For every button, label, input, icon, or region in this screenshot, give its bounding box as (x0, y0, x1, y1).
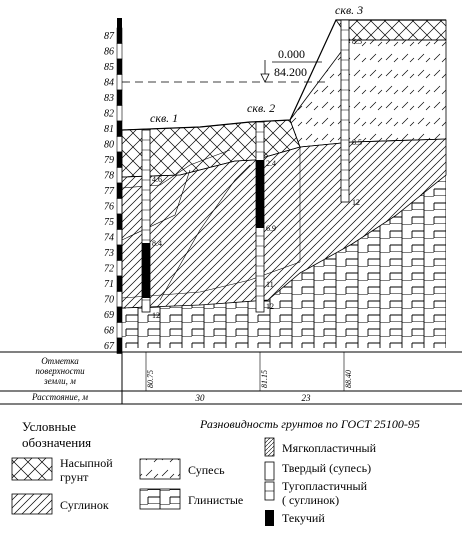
datum-bottom-label: 84.200 (274, 65, 307, 79)
scale-block (117, 44, 122, 60)
scale-block (117, 59, 122, 75)
well-1-label: скв. 1 (150, 111, 179, 125)
scale-block (117, 307, 122, 323)
scale-tick-label: 77 (104, 186, 114, 198)
scale-tick-label: 72 (104, 263, 114, 275)
scale-block (117, 18, 122, 28)
scale-tick-label: 71 (104, 279, 114, 291)
well-2-label: скв. 2 (247, 101, 276, 115)
scale-tick-label: 74 (104, 232, 114, 244)
scale-tick-label: 78 (104, 170, 114, 182)
legend-solid-swatch (265, 462, 274, 480)
scale-tick-label: 79 (104, 155, 114, 167)
elevation-scale (104, 18, 122, 354)
datum-marker (122, 47, 330, 82)
legend (12, 417, 420, 526)
scale-tick-label: 80 (104, 139, 114, 151)
legend-title-line-1: Условные (22, 419, 76, 434)
scale-block (117, 106, 122, 122)
legend-fill-swatch (12, 458, 52, 480)
well-1-elevation: 80.75 (146, 370, 155, 388)
well-3-elevation: 88.40 (344, 370, 353, 388)
scale-tick-label: 87 (104, 31, 114, 43)
scale-block (117, 276, 122, 292)
scale-block (117, 90, 122, 106)
well-1-fluid-segment (142, 243, 150, 298)
scale-block (117, 292, 122, 308)
legend-soft-plastic-swatch (265, 438, 274, 456)
surface-table (0, 352, 462, 404)
legend-semi-solid-line-2: ( суглинок) (282, 493, 340, 507)
legend-loam-label: Суглинок (60, 498, 109, 512)
legend-fluid-label: Текучий (282, 511, 325, 525)
scale-block (117, 261, 122, 277)
scale-tick-label: 83 (104, 93, 114, 105)
svg-text:2.4: 2.4 (266, 159, 276, 168)
legend-title-line-2: обозначения (22, 435, 92, 450)
distance-2: 23 (301, 393, 311, 403)
legend-clay-swatch (140, 489, 180, 509)
legend-clay-label: Глинистые (188, 493, 244, 507)
scale-block (117, 168, 122, 184)
scale-tick-label: 67 (104, 341, 114, 353)
scale-block (117, 338, 122, 354)
legend-soft-plastic-label: Мягкопластичный (282, 441, 377, 455)
scale-tick-label: 84 (104, 77, 114, 89)
scale-block (117, 199, 122, 215)
scale-tick-label: 68 (104, 325, 114, 337)
scale-tick-label: 81 (104, 124, 114, 136)
scale-block (117, 245, 122, 261)
well-2-fluid-segment (256, 160, 264, 228)
legend-sandy-loam-label: Супесь (188, 463, 225, 477)
scale-block (117, 230, 122, 246)
svg-text:8.4: 8.4 (152, 239, 162, 248)
legend-loam-swatch (12, 494, 52, 514)
scale-tick-label: 86 (104, 46, 114, 58)
scale-tick-label: 75 (104, 217, 114, 229)
table-label-line-1: Отметка (41, 356, 79, 366)
table-label-line-3: земли, м (44, 376, 76, 386)
legend-fill-line-2: грунт (60, 470, 89, 484)
well-3-label: скв. 3 (335, 3, 364, 17)
svg-text:4.6: 4.6 (152, 175, 162, 184)
scale-tick-label: 76 (104, 201, 114, 213)
legend-solid-label: Твердый (супесь) (282, 461, 372, 475)
scale-block (117, 121, 122, 137)
svg-text:12: 12 (266, 302, 274, 311)
scale-block (117, 28, 122, 44)
svg-text:8.5: 8.5 (352, 138, 362, 147)
legend-semi-solid-line-1: Тугопластичный (282, 479, 368, 493)
svg-text:6.9: 6.9 (266, 224, 276, 233)
scale-block (117, 75, 122, 91)
well-2-elevation: 81.15 (260, 370, 269, 388)
scale-tick-label: 69 (104, 310, 114, 322)
svg-text:11: 11 (266, 280, 274, 289)
legend-heading: Разновидность грунтов по ГОСТ 25100-95 (200, 417, 420, 431)
svg-text:12: 12 (352, 198, 360, 207)
svg-text:8.5: 8.5 (352, 37, 362, 46)
scale-tick-label: 70 (104, 294, 114, 306)
legend-fluid-swatch (265, 510, 274, 526)
scale-block (117, 214, 122, 230)
scale-tick-label: 85 (104, 62, 114, 74)
legend-fill-line-1: Насыпной (60, 456, 113, 470)
svg-text:12: 12 (152, 311, 160, 320)
scale-block (117, 183, 122, 199)
scale-block (117, 323, 122, 339)
legend-sandy-loam-swatch (140, 459, 180, 479)
sandy-loam-layer (290, 40, 446, 147)
scale-tick-label: 73 (104, 248, 114, 260)
scale-block (117, 152, 122, 168)
table-label-line-2: поверхности (35, 366, 85, 376)
table-distance-label: Расстояние, м (32, 392, 88, 402)
scale-block (117, 137, 122, 153)
datum-top-label: 0.000 (278, 47, 305, 61)
scale-tick-label: 82 (104, 108, 114, 120)
distance-1: 30 (195, 393, 205, 403)
